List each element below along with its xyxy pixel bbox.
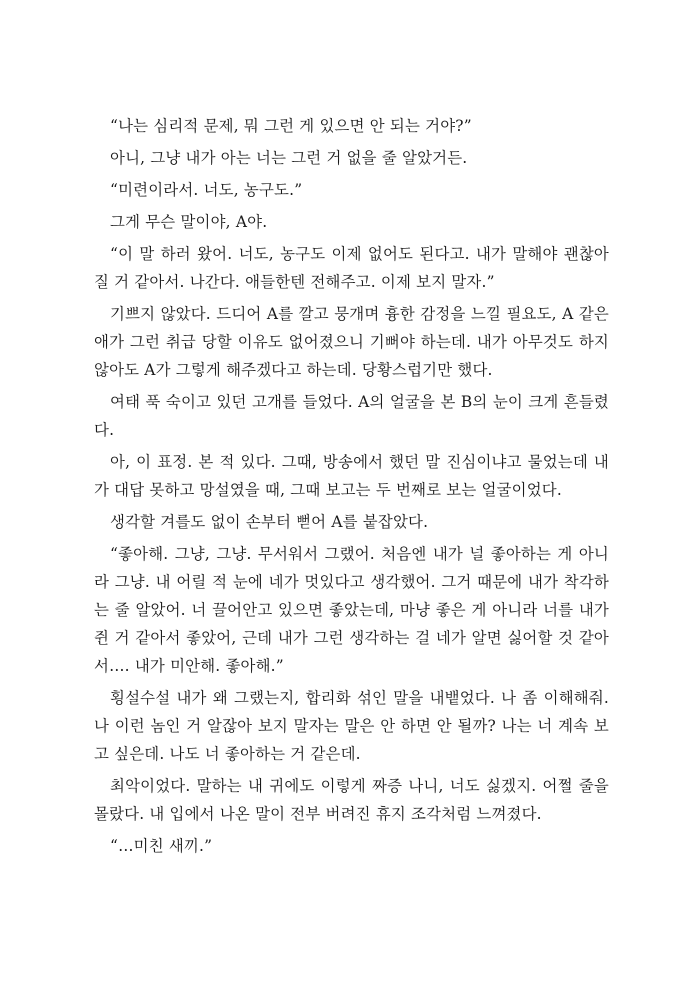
paragraph-8: 아, 이 표정. 본 적 있다. 그때, 방송에서 했던 말 진심이냐고 물었는데 내가 대답 못하고 망설였을 때, 그때 보고는 두 번째로 보는 얼굴이었다. <box>94 453 609 499</box>
paragraph-1: “나는 심리적 문제, 뭐 그런 게 있으면 안 되는 거야?” <box>110 117 472 135</box>
paragraph-9: 생각할 겨를도 없이 손부터 뻗어 A를 붙잡았다. <box>110 513 429 531</box>
paragraph-5: “이 말 하러 왔어. 너도, 농구도 이제 없어도 된다고. 내가 말해야 괜찮아질 거 같아서. 나간다. 애들한텐 전해주고. 이제 보지 말자.” <box>94 245 609 291</box>
paragraph-6: 기쁘지 않았다. 드디어 A를 깔고 뭉개며 흉한 감정을 느낄 필요도, A 같은 애가 그런 취급 당할 이유도 없어졌으니 기뻐야 하는데. 내가 아무것도 하지 않아도 A가 그렇게 해주겠다고 하는데. 당황스럽기만 했다. <box>94 305 609 379</box>
paragraph-11: 횡설수설 내가 왜 그랬는지, 합리화 섞인 말을 내뱉었다. 나 좀 이해해줘. 나 이런 놈인 거 알잖아 보지 말자는 말은 안 하면 안 될까? 나는 너 계속 보고 싶은데. 나도 너 좋아하는 거 같은데. <box>94 689 609 763</box>
paragraph-10: “좋아해. 그냥, 그냥. 무서워서 그랬어. 처음엔 내가 널 좋아하는 게 아니라 그냥. 내 어릴 적 눈에 네가 멋있다고 생각했어. 그거 때문에 내가 착각하는 줄 알았어. 너 끌어안고 있으면 좋았는데, 마냥 좋은 게 아니라 너를 내가 쥔 거 같아서 좋았어, 근데 내가 그런 생각하는 걸 네가 알면 싫어할 것 같아서…. 내가 미안해. 좋아해.” <box>94 545 609 675</box>
paragraph-13: “…미친 새끼.” <box>110 837 213 855</box>
body-text <box>94 112 609 864</box>
paragraph-2: 아니, 그냥 내가 아는 너는 그런 거 없을 줄 알았거든. <box>110 149 468 167</box>
paragraph-3: “미련이라서. 너도, 농구도.” <box>110 181 303 199</box>
paragraph-12: 최악이었다. 말하는 내 귀에도 이렇게 짜증 나니, 너도 싫겠지. 어쩔 줄을 몰랐다. 내 입에서 나온 말이 전부 버려진 휴지 조각처럼 느껴졌다. <box>94 777 609 823</box>
paragraph-7: 여태 푹 숙이고 있던 고개를 들었다. A의 얼굴을 본 B의 눈이 크게 흔들렸다. <box>94 393 609 439</box>
paragraph-4: 그게 무슨 말이야, A야. <box>110 213 268 231</box>
